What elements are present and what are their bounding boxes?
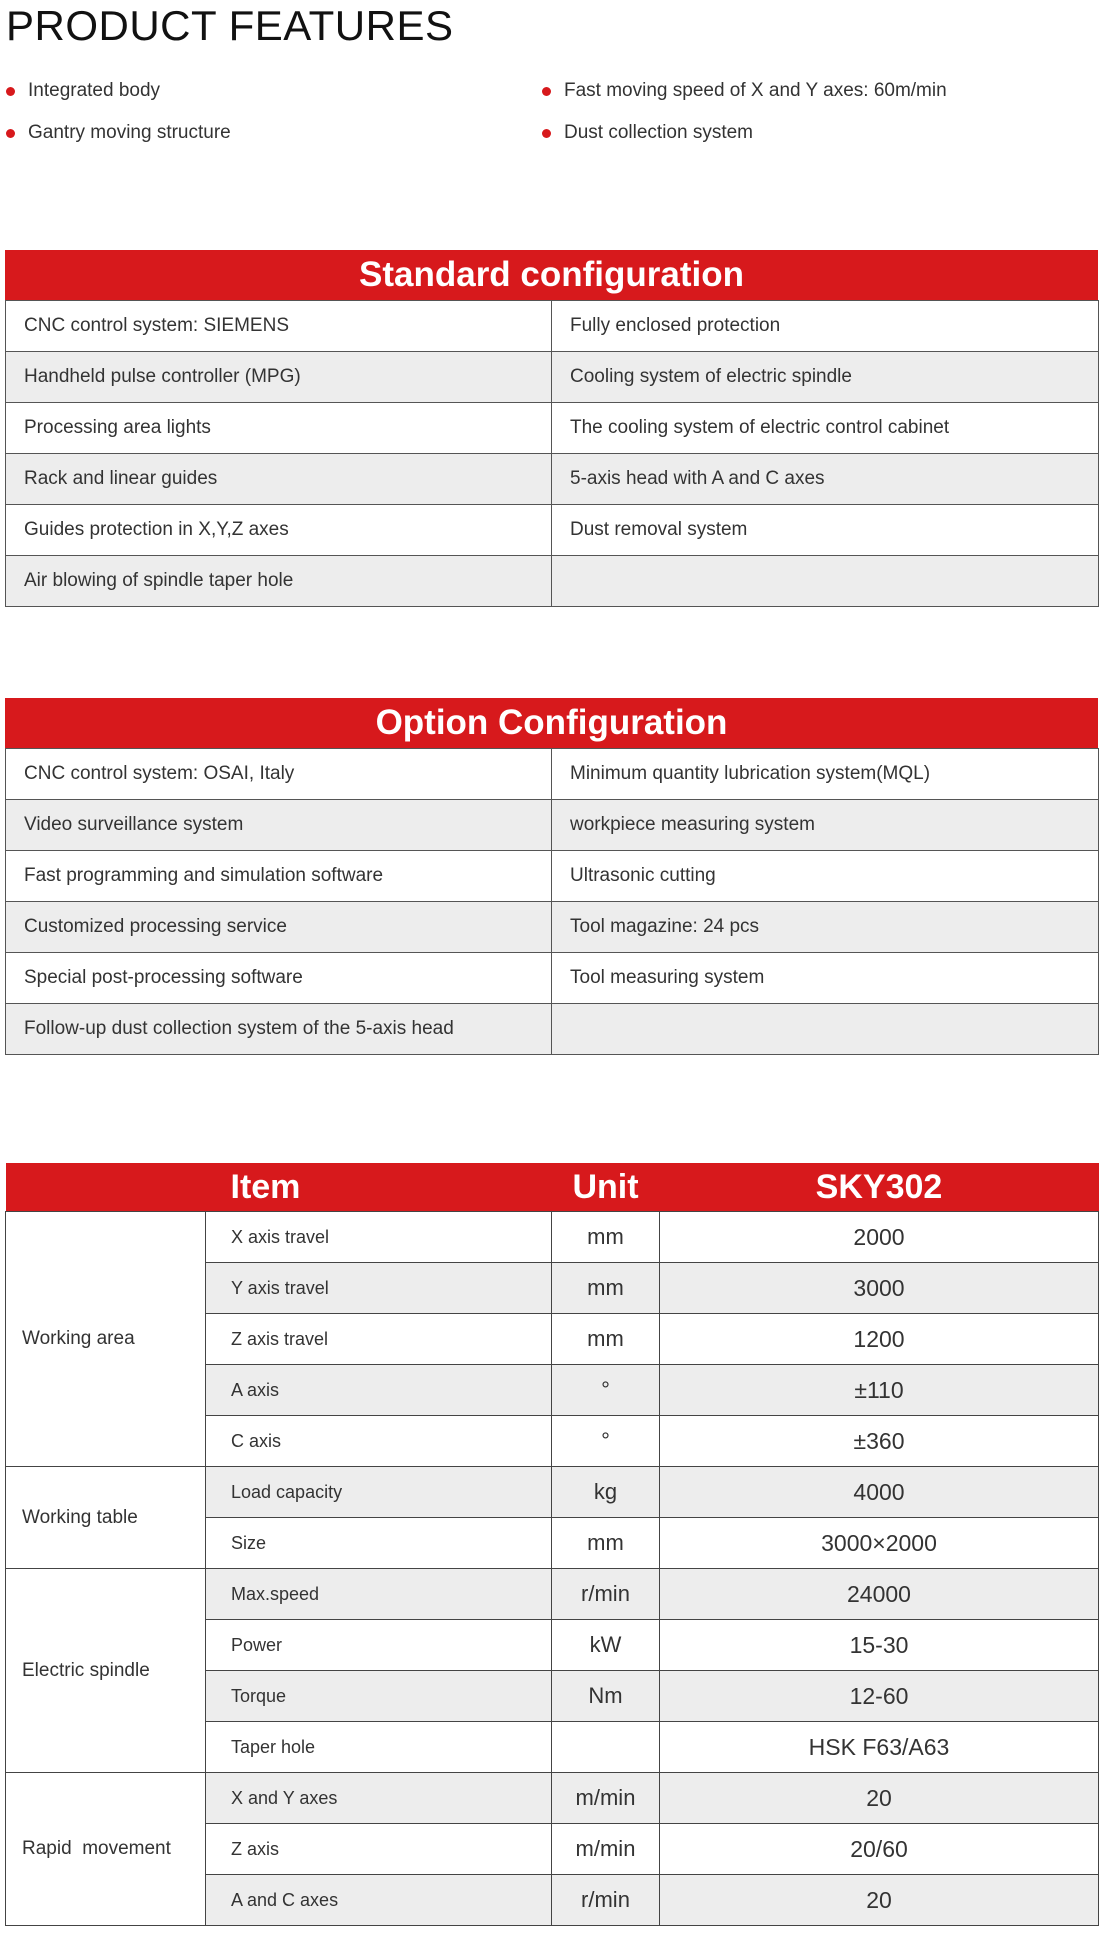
- spec-unit: m/min: [552, 1773, 660, 1824]
- config-cell: Customized processing service: [6, 902, 552, 953]
- spec-item: C axis: [206, 1416, 552, 1467]
- spec-value: 20/60: [660, 1824, 1099, 1875]
- spec-item: Max.speed: [206, 1569, 552, 1620]
- spec-item: Load capacity: [206, 1467, 552, 1518]
- config-cell: Processing area lights: [6, 403, 552, 454]
- spec-item: A axis: [206, 1365, 552, 1416]
- spec-item: Power: [206, 1620, 552, 1671]
- spec-item: Taper hole: [206, 1722, 552, 1773]
- config-cell: Guides protection in X,Y,Z axes: [6, 505, 552, 556]
- spec-header-item: Item: [206, 1163, 552, 1212]
- spec-value: 15-30: [660, 1620, 1099, 1671]
- spec-value: 20: [660, 1875, 1099, 1926]
- standard-configuration-header: Standard configuration: [5, 250, 1098, 300]
- spec-unit: r/min: [552, 1875, 660, 1926]
- spec-unit: °: [552, 1416, 660, 1467]
- spec-item: Size: [206, 1518, 552, 1569]
- spec-item: Z axis: [206, 1824, 552, 1875]
- config-cell: CNC control system: SIEMENS: [6, 301, 552, 352]
- spec-unit: mm: [552, 1263, 660, 1314]
- spec-value: 3000: [660, 1263, 1099, 1314]
- config-cell: CNC control system: OSAI, Italy: [6, 749, 552, 800]
- spec-item: Torque: [206, 1671, 552, 1722]
- config-cell: Rack and linear guides: [6, 454, 552, 505]
- spec-value: 3000×2000: [660, 1518, 1099, 1569]
- config-cell: Ultrasonic cutting: [552, 851, 1099, 902]
- config-cell: [552, 556, 1099, 607]
- config-cell: Cooling system of electric spindle: [552, 352, 1099, 403]
- config-cell: Video surveillance system: [6, 800, 552, 851]
- spec-unit: mm: [552, 1212, 660, 1263]
- spec-unit: r/min: [552, 1569, 660, 1620]
- config-cell: Air blowing of spindle taper hole: [6, 556, 552, 607]
- spec-value: ±110: [660, 1365, 1099, 1416]
- spec-unit: mm: [552, 1314, 660, 1365]
- spec-group-label: Working table: [6, 1467, 206, 1569]
- specification-table: [5, 1163, 1098, 1926]
- spec-value: ±360: [660, 1416, 1099, 1467]
- spec-item: Z axis travel: [206, 1314, 552, 1365]
- bullet-dot-icon: [542, 129, 551, 138]
- spec-item: Y axis travel: [206, 1263, 552, 1314]
- config-cell: Follow-up dust collection system of the 5-axis head: [6, 1004, 552, 1055]
- feature-text: Dust collection system: [564, 122, 754, 143]
- spec-unit: kW: [552, 1620, 660, 1671]
- config-cell: Tool magazine: 24 pcs: [552, 902, 1099, 953]
- spec-item: A and C axes: [206, 1875, 552, 1926]
- spec-group-label: Rapid movement: [6, 1773, 206, 1926]
- config-cell: Fully enclosed protection: [552, 301, 1099, 352]
- bullet-dot-icon: [542, 87, 551, 96]
- config-cell: 5-axis head with A and C axes: [552, 454, 1099, 505]
- spec-unit: [552, 1722, 660, 1773]
- feature-text: Fast moving speed of X and Y axes: 60m/min: [564, 80, 947, 101]
- spec-header-group: [6, 1163, 206, 1212]
- feature-item: [6, 118, 231, 148]
- config-cell: [552, 1004, 1099, 1055]
- page-title: PRODUCT FEATURES: [6, 2, 454, 49]
- spec-unit: °: [552, 1365, 660, 1416]
- spec-group-label: Electric spindle: [6, 1569, 206, 1773]
- option-configuration-table: [5, 698, 1098, 1055]
- bullet-dot-icon: [6, 129, 15, 138]
- spec-value: 1200: [660, 1314, 1099, 1365]
- feature-text: Integrated body: [28, 80, 161, 101]
- spec-value: 4000: [660, 1467, 1099, 1518]
- spec-unit: mm: [552, 1518, 660, 1569]
- config-cell: Dust removal system: [552, 505, 1099, 556]
- spec-value: 24000: [660, 1569, 1099, 1620]
- standard-configuration-table: [5, 250, 1098, 607]
- config-cell: Fast programming and simulation software: [6, 851, 552, 902]
- config-cell: Tool measuring system: [552, 953, 1099, 1004]
- config-cell: The cooling system of electric control cabinet: [552, 403, 1099, 454]
- config-cell: Special post-processing software: [6, 953, 552, 1004]
- feature-text: Gantry moving structure: [28, 122, 231, 143]
- spec-item: X and Y axes: [206, 1773, 552, 1824]
- config-cell: workpiece measuring system: [552, 800, 1099, 851]
- bullet-dot-icon: [6, 87, 15, 96]
- config-cell: Handheld pulse controller (MPG): [6, 352, 552, 403]
- spec-group-label: Working area: [6, 1212, 206, 1467]
- spec-unit: Nm: [552, 1671, 660, 1722]
- feature-item: [542, 118, 753, 148]
- spec-unit: m/min: [552, 1824, 660, 1875]
- option-configuration-header: Option Configuration: [5, 698, 1098, 748]
- spec-value: 20: [660, 1773, 1099, 1824]
- config-cell: Minimum quantity lubrication system(MQL): [552, 749, 1099, 800]
- spec-header-unit: Unit: [552, 1163, 660, 1212]
- spec-item: X axis travel: [206, 1212, 552, 1263]
- spec-value: 2000: [660, 1212, 1099, 1263]
- spec-value: HSK F63/A63: [660, 1722, 1099, 1773]
- feature-item: [6, 76, 160, 106]
- spec-value: 12-60: [660, 1671, 1099, 1722]
- spec-unit: kg: [552, 1467, 660, 1518]
- feature-item: [542, 76, 947, 106]
- spec-header-model: SKY302: [660, 1163, 1099, 1212]
